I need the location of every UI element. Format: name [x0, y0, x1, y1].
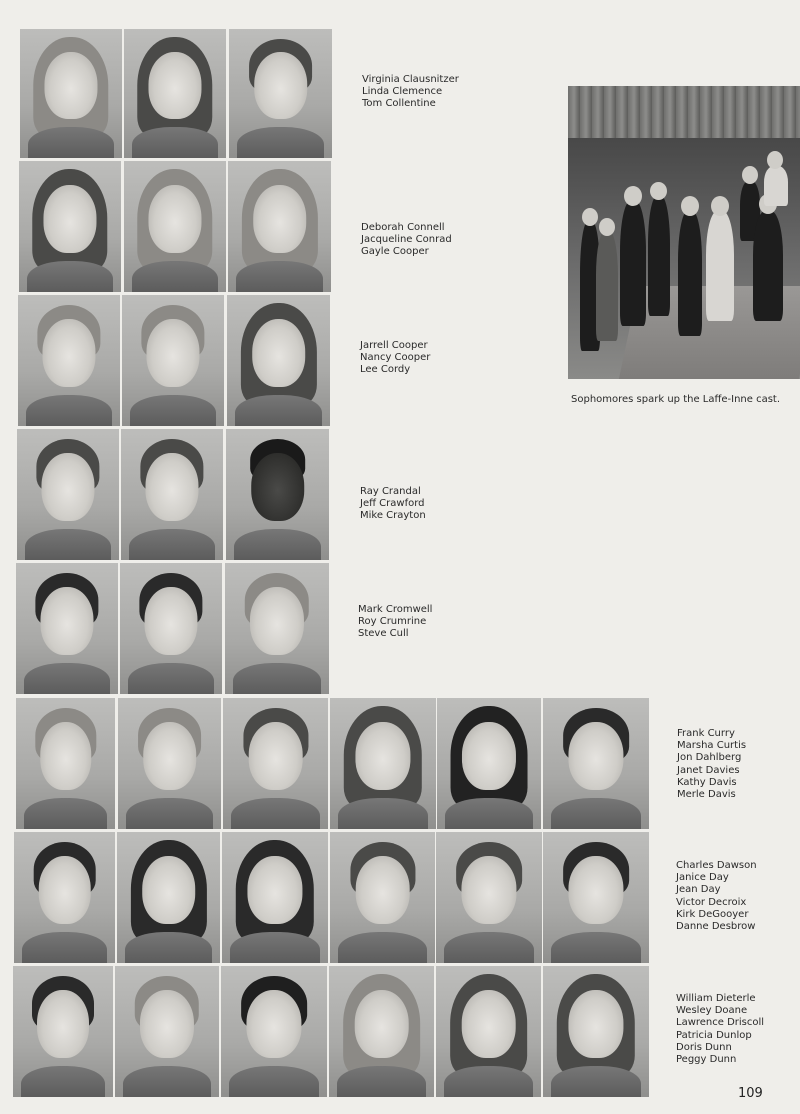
- portrait-photo: [229, 29, 332, 158]
- student-name: Deborah Connell: [361, 222, 445, 233]
- portrait-photo: [124, 29, 226, 158]
- student-name: Wesley Doane: [676, 1005, 748, 1017]
- student-name: Roy Crumrine: [358, 616, 427, 628]
- student-name: Frank Curry: [677, 728, 735, 739]
- name-list: [676, 993, 764, 1066]
- portrait-photo: [118, 698, 221, 829]
- student-name: Merle Davis: [677, 788, 736, 800]
- student-name: Jacqueline Conrad: [361, 234, 452, 246]
- name-list: [676, 860, 757, 933]
- student-name: Lawrence Driscoll: [676, 1017, 765, 1029]
- student-name: Ray Crandal: [360, 486, 421, 497]
- portrait-photo: [543, 966, 649, 1097]
- portrait-photo: [543, 698, 649, 829]
- portrait-photo: [18, 295, 120, 426]
- student-name: Peggy Dunn: [676, 1053, 737, 1065]
- student-name: Virginia Clausnitzer: [362, 74, 459, 85]
- student-name: Gayle Cooper: [361, 246, 429, 258]
- portrait-photo: [19, 161, 121, 292]
- portrait-photo: [14, 832, 115, 963]
- student-name: Tom Collentine: [362, 98, 436, 110]
- portrait-photo: [120, 563, 222, 694]
- portrait-photo: [228, 161, 331, 292]
- name-list: [677, 728, 746, 801]
- name-list: [360, 486, 426, 523]
- name-list: [362, 74, 459, 111]
- student-name: Jarrell Cooper: [360, 340, 428, 351]
- student-name: William Dieterle: [676, 993, 756, 1004]
- portrait-photo: [436, 832, 542, 963]
- portrait-photo: [121, 429, 223, 560]
- name-list: [360, 340, 430, 377]
- student-name: Lee Cordy: [360, 364, 411, 376]
- student-name: Kirk DeGooyer: [676, 908, 749, 920]
- portrait-photo: [221, 966, 327, 1097]
- portrait-photo: [20, 29, 122, 158]
- student-name: Jean Day: [676, 884, 721, 896]
- student-name: Janice Day: [676, 872, 729, 884]
- student-name: Steve Cull: [358, 628, 409, 640]
- portrait-photo: [329, 966, 434, 1097]
- portrait-photo: [223, 698, 328, 829]
- student-name: Nancy Cooper: [360, 352, 431, 364]
- name-list: [358, 604, 432, 641]
- name-list: [361, 222, 452, 259]
- portrait-photo: [437, 698, 541, 829]
- portrait-photo: [122, 295, 224, 426]
- student-name: Jon Dahlberg: [677, 752, 742, 764]
- student-name: Patricia Dunlop: [676, 1029, 752, 1041]
- page-number: 109: [738, 1086, 763, 1101]
- portrait-photo: [226, 429, 329, 560]
- student-name: Kathy Davis: [677, 776, 737, 788]
- portrait-photo: [16, 698, 115, 829]
- portrait-photo: [225, 563, 329, 694]
- portrait-photo: [543, 832, 649, 963]
- student-name: Jeff Crawford: [360, 498, 425, 510]
- student-name: Victor Decroix: [676, 896, 747, 908]
- portrait-photo: [13, 966, 113, 1097]
- photo-caption: Sophomores spark up the Laffe-Inne cast.: [571, 394, 781, 405]
- student-name: Doris Dunn: [676, 1041, 732, 1053]
- student-name: Mark Cromwell: [358, 604, 433, 615]
- student-name: Linda Clemence: [362, 86, 443, 98]
- student-name: Charles Dawson: [676, 860, 757, 871]
- student-name: Janet Davies: [677, 764, 740, 776]
- portrait-photo: [436, 966, 541, 1097]
- portrait-photo: [16, 563, 118, 694]
- portrait-photo: [117, 832, 220, 963]
- portrait-photo: [124, 161, 226, 292]
- portrait-photo: [222, 832, 328, 963]
- student-name: Marsha Curtis: [677, 740, 747, 752]
- portrait-photo: [17, 429, 119, 560]
- portrait-photo: [330, 832, 435, 963]
- portrait-photo: [115, 966, 219, 1097]
- stage-photo: [568, 86, 800, 379]
- student-name: Danne Desbrow: [676, 920, 756, 932]
- student-name: Mike Crayton: [360, 510, 426, 522]
- portrait-photo: [330, 698, 436, 829]
- portrait-photo: [227, 295, 330, 426]
